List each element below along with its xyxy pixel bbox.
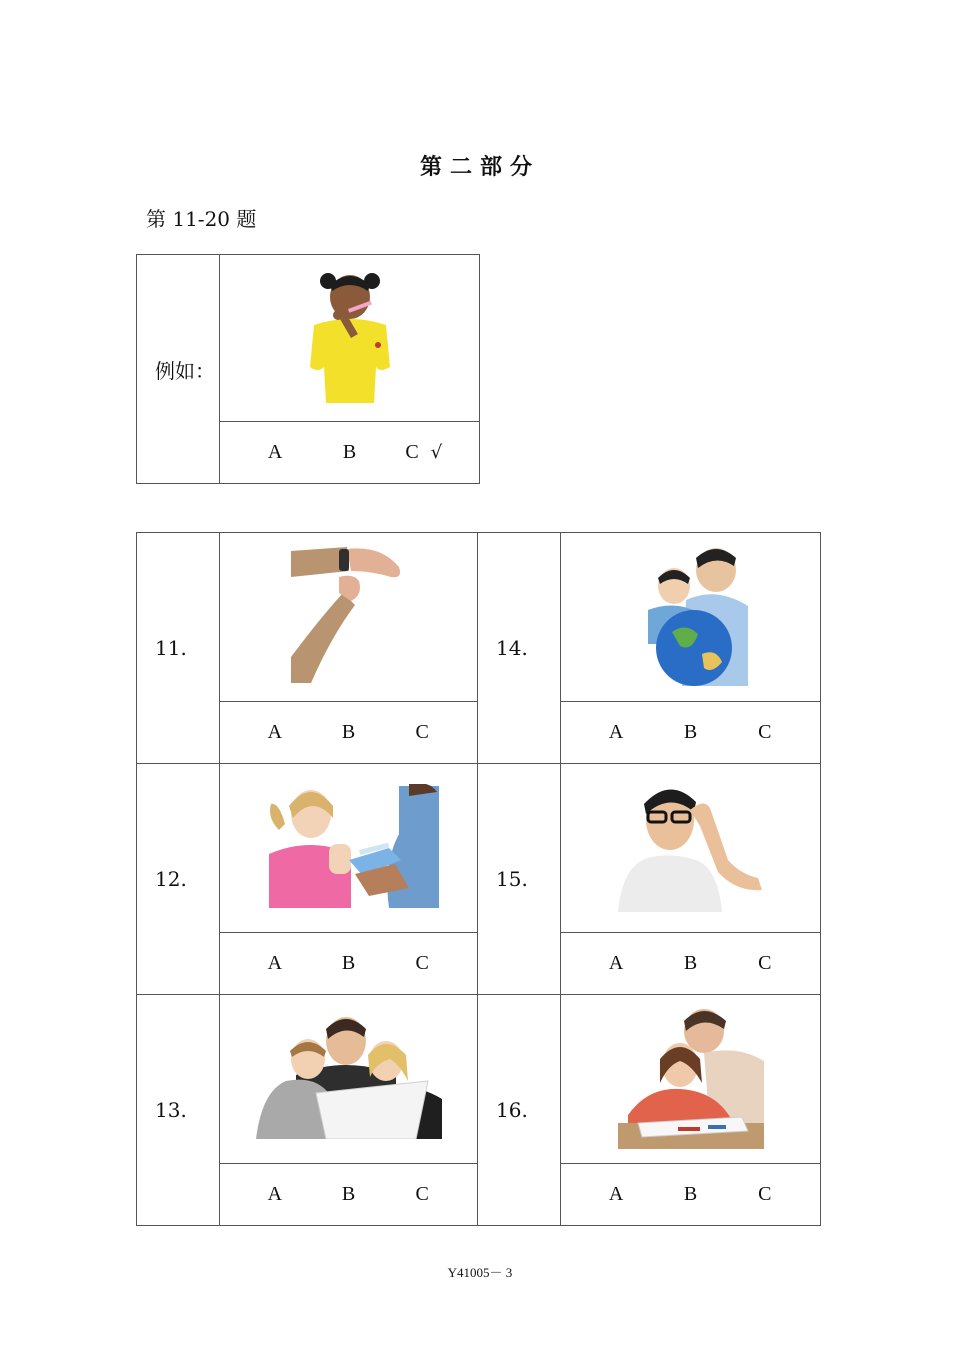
question-15-number: 15. bbox=[478, 763, 561, 994]
check-mark-icon: √ bbox=[430, 442, 443, 463]
question-14-picture bbox=[561, 533, 821, 702]
question-11-number: 11. bbox=[137, 533, 220, 764]
option-b[interactable]: B bbox=[342, 441, 357, 463]
option-a[interactable]: A bbox=[267, 1182, 283, 1205]
option-a[interactable]: A bbox=[608, 951, 624, 974]
question-16-picture bbox=[561, 994, 821, 1163]
option-a[interactable]: A bbox=[608, 720, 624, 743]
girl-brushing-teeth-image bbox=[290, 263, 410, 409]
question-14-number: 14. bbox=[478, 533, 561, 764]
option-a[interactable]: A bbox=[608, 1182, 624, 1205]
question-13-number: 13. bbox=[137, 994, 220, 1225]
question-15-picture bbox=[561, 763, 821, 932]
option-c[interactable]: C bbox=[415, 951, 429, 974]
question-15-options bbox=[561, 932, 821, 994]
question-16-options bbox=[561, 1163, 821, 1225]
option-b[interactable]: B bbox=[341, 720, 356, 743]
young-man-adjusting-glasses-image bbox=[618, 780, 764, 912]
option-c[interactable]: C bbox=[758, 951, 772, 974]
question-12-number: 12. bbox=[137, 763, 220, 994]
question-range: 第 11-20 题 bbox=[146, 207, 257, 231]
question-16-number: 16. bbox=[478, 994, 561, 1225]
checking-wristwatch-image bbox=[291, 547, 407, 683]
question-12-picture bbox=[220, 763, 478, 932]
example-picture bbox=[220, 255, 480, 422]
family-reading-paper-image bbox=[256, 1015, 442, 1139]
option-c-label: C bbox=[405, 441, 419, 463]
option-b[interactable]: B bbox=[683, 1182, 698, 1205]
example-table bbox=[136, 254, 480, 484]
option-b[interactable]: B bbox=[683, 720, 698, 743]
example-options bbox=[220, 422, 480, 484]
option-a[interactable]: A bbox=[267, 951, 283, 974]
questions-table bbox=[136, 532, 821, 1226]
question-13-picture bbox=[220, 994, 478, 1163]
part-title: 第二部分 bbox=[419, 154, 540, 180]
question-12-options bbox=[220, 932, 478, 994]
option-c[interactable]: C bbox=[758, 1182, 772, 1205]
option-a[interactable]: A bbox=[267, 720, 283, 743]
option-b[interactable]: B bbox=[341, 1182, 356, 1205]
option-b[interactable]: B bbox=[341, 951, 356, 974]
option-c[interactable]: C bbox=[415, 1182, 429, 1205]
question-11-picture bbox=[220, 533, 478, 702]
question-11-options bbox=[220, 701, 478, 763]
father-son-with-globe-image bbox=[632, 544, 750, 686]
option-c[interactable] bbox=[394, 441, 454, 464]
father-helping-girl-study-image bbox=[618, 1005, 764, 1149]
question-14-options bbox=[561, 701, 821, 763]
option-c[interactable]: C bbox=[758, 720, 772, 743]
option-a[interactable]: A bbox=[267, 441, 283, 463]
page-footer: Y41005－ 3 bbox=[447, 1265, 513, 1280]
girl-getting-injection-image bbox=[259, 784, 439, 908]
example-label: 例如： bbox=[137, 255, 220, 484]
question-13-options bbox=[220, 1163, 478, 1225]
option-b[interactable]: B bbox=[683, 951, 698, 974]
option-c[interactable]: C bbox=[415, 720, 429, 743]
